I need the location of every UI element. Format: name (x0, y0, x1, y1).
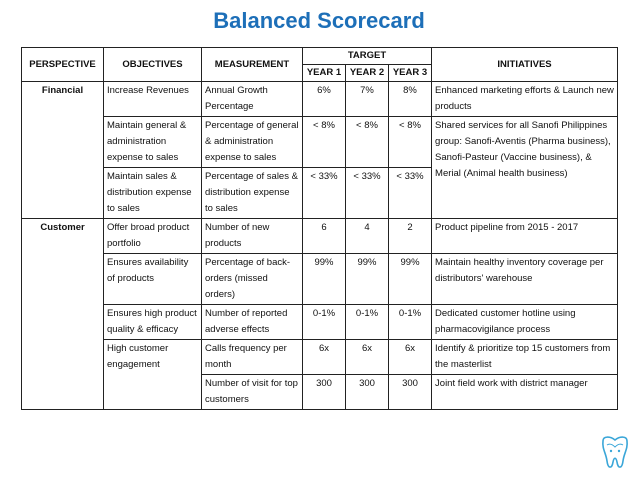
scorecard-table (21, 47, 618, 410)
page-title: Balanced Scorecard (213, 8, 425, 33)
year1-cell: < 8% (303, 117, 346, 168)
year2-cell: 6x (346, 340, 389, 375)
objective-cell: Ensures high product quality & efficacy (104, 305, 202, 340)
table-row (22, 117, 618, 168)
year3-cell: < 33% (389, 168, 432, 219)
measurement-cell: Annual Growth Percentage (202, 82, 303, 117)
year3-cell: 0-1% (389, 305, 432, 340)
year3-cell: 2 (389, 219, 432, 254)
initiative-cell: Maintain healthy inventory coverage per distributors' warehouse (432, 254, 618, 305)
objective-cell: Increase Revenues (104, 82, 202, 117)
measurement-cell: Number of new products (202, 219, 303, 254)
measurement-cell: Percentage of general & administration expense to sales (202, 117, 303, 168)
measurement-cell: Calls frequency per month (202, 340, 303, 375)
year2-cell: 300 (346, 375, 389, 410)
measurement-cell: Percentage of sales & distribution expense to sales (202, 168, 303, 219)
header-year1: YEAR 1 (303, 65, 346, 82)
perspective-customer: Customer (22, 219, 104, 410)
objective-cell: High customer engagement (104, 340, 202, 410)
perspective-financial: Financial (22, 82, 104, 219)
tooth-logo-icon (598, 435, 632, 473)
measurement-cell: Number of reported adverse effects (202, 305, 303, 340)
initiative-cell: Identify & prioritize top 15 customers from the masterlist (432, 340, 618, 375)
table-row (22, 305, 618, 340)
year3-cell: < 8% (389, 117, 432, 168)
table-row (22, 340, 618, 375)
header-measurement: MEASUREMENT (202, 48, 303, 82)
year2-cell: < 8% (346, 117, 389, 168)
objective-cell: Offer broad product portfolio (104, 219, 202, 254)
objective-cell: Maintain sales & distribution expense to sales (104, 168, 202, 219)
year3-cell: 300 (389, 375, 432, 410)
initiative-cell: Product pipeline from 2015 - 2017 (432, 219, 618, 254)
initiative-cell: Enhanced marketing efforts & Launch new products (432, 82, 618, 117)
year2-cell: 7% (346, 82, 389, 117)
initiative-cell: Shared services for all Sanofi Philippines group: Sanofi-Aventis (Pharma business), Sanofi-Pasteur (Vaccine business), & Merial (Animal health business) (432, 117, 618, 219)
header-year3: YEAR 3 (389, 65, 432, 82)
initiative-cell: Dedicated customer hotline using pharmacovigilance process (432, 305, 618, 340)
objective-cell: Maintain general & administration expense to sales (104, 117, 202, 168)
header-objectives: OBJECTIVES (104, 48, 202, 82)
header-year2: YEAR 2 (346, 65, 389, 82)
objective-cell: Ensures availability of products (104, 254, 202, 305)
header-perspective: PERSPECTIVE (22, 48, 104, 82)
year2-cell: 4 (346, 219, 389, 254)
year1-cell: 6 (303, 219, 346, 254)
header-initiatives: INITIATIVES (432, 48, 618, 82)
year3-cell: 8% (389, 82, 432, 117)
year1-cell: < 33% (303, 168, 346, 219)
year2-cell: < 33% (346, 168, 389, 219)
year2-cell: 99% (346, 254, 389, 305)
table-row (22, 254, 618, 305)
year1-cell: 6x (303, 340, 346, 375)
year3-cell: 99% (389, 254, 432, 305)
table-row (22, 82, 618, 117)
year2-cell: 0-1% (346, 305, 389, 340)
year1-cell: 300 (303, 375, 346, 410)
year3-cell: 6x (389, 340, 432, 375)
year1-cell: 0-1% (303, 305, 346, 340)
year1-cell: 6% (303, 82, 346, 117)
header-target: TARGET (303, 48, 432, 65)
table-row (22, 219, 618, 254)
measurement-cell: Percentage of back-orders (missed orders) (202, 254, 303, 305)
measurement-cell: Number of visit for top customers (202, 375, 303, 410)
header-row (22, 48, 618, 65)
year1-cell: 99% (303, 254, 346, 305)
initiative-cell: Joint field work with district manager (432, 375, 618, 410)
